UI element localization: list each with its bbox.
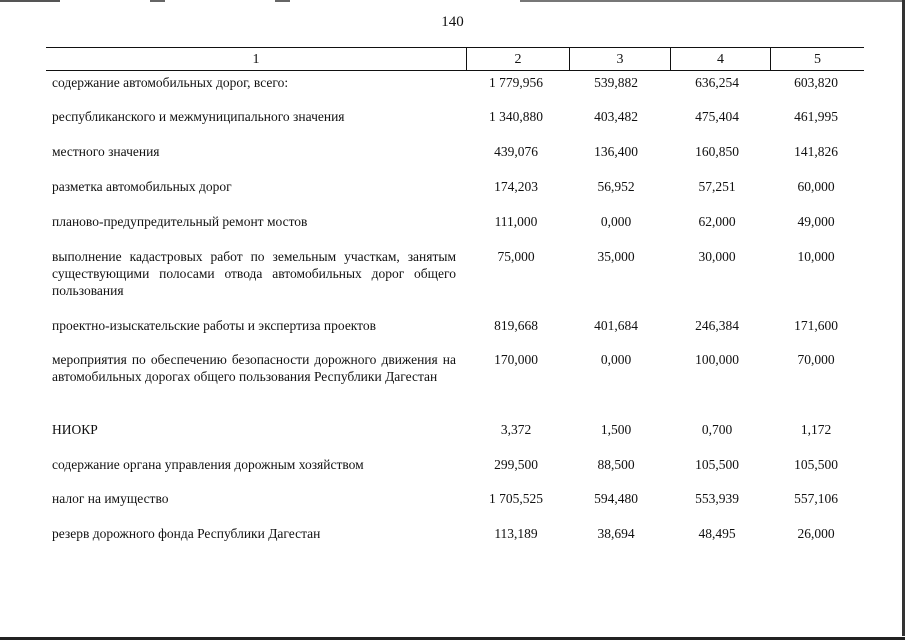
- row-value-col-3: 38,694: [597, 526, 635, 541]
- header-col-2: 2: [514, 52, 522, 67]
- row-value-col-3: 0,000: [600, 214, 632, 229]
- row-value-col-2: 1 779,956: [489, 75, 543, 90]
- row-value-col-4: 48,495: [698, 526, 736, 541]
- row-label: разметка автомобильных дорог: [52, 179, 232, 194]
- row-value-col-4: 100,000: [695, 352, 739, 367]
- row-value-col-5: 26,000: [797, 526, 835, 541]
- row-value-col-4: 62,000: [698, 214, 736, 229]
- header-col-3: 3: [616, 52, 624, 67]
- row-value-col-5: 171,600: [794, 318, 838, 333]
- row-value-col-3: 401,684: [594, 318, 638, 333]
- row-label: налог на имущество: [52, 491, 169, 506]
- row-label: содержание автомобильных дорог, всего:: [52, 75, 289, 90]
- row-value-col-4: 105,500: [695, 457, 739, 472]
- header-col-5: 5: [814, 52, 821, 67]
- row-value-col-3: 594,480: [594, 491, 638, 506]
- row-value-col-5: 70,000: [797, 352, 835, 367]
- row-value-col-5: 1,172: [800, 422, 832, 437]
- table-header: [46, 47, 864, 71]
- row-value-col-3: 0,000: [600, 352, 632, 367]
- row-label: содержание органа управления дорожным хозяйством: [52, 457, 364, 472]
- row-value-col-2: 299,500: [494, 457, 538, 472]
- row-value-col-4: 475,404: [695, 109, 739, 124]
- row-label: НИОКР: [52, 422, 98, 437]
- budget-table: [46, 47, 864, 541]
- row-value-col-2: 170,000: [494, 352, 538, 367]
- row-value-col-2: 75,000: [497, 249, 535, 264]
- row-label: мероприятия по обеспечению безопасности дорожного движения на автомобильных дорогах общего пользования Республики Дагестан: [52, 352, 456, 384]
- row-value-col-2: 174,203: [494, 179, 538, 194]
- row-value-col-4: 57,251: [698, 179, 736, 194]
- row-value-col-3: 403,482: [594, 109, 638, 124]
- row-value-col-4: 553,939: [695, 491, 739, 506]
- row-value-col-2: 113,189: [494, 526, 538, 541]
- row-value-col-3: 539,882: [594, 75, 638, 90]
- row-value-col-2: 3,372: [500, 422, 532, 437]
- header-col-4: 4: [717, 52, 724, 67]
- row-label: планово-предупредительный ремонт мостов: [52, 214, 308, 229]
- row-value-col-5: 10,000: [797, 249, 835, 264]
- row-label: выполнение кадастровых работ по земельным участкам, занятым существующими полосами отвода автомобильных дорог общего пользования: [52, 249, 456, 298]
- scan-edge-top: [0, 0, 905, 2]
- row-value-col-5: 105,500: [794, 457, 838, 472]
- row-value-col-3: 56,952: [597, 179, 635, 194]
- row-value-col-5: 461,995: [794, 109, 838, 124]
- row-value-col-5: 141,826: [794, 144, 838, 159]
- row-value-col-4: 0,700: [701, 422, 733, 437]
- row-value-col-2: 1 340,880: [489, 109, 543, 124]
- row-value-col-5: 557,106: [794, 491, 838, 506]
- row-label: проектно-изыскательские работы и экспертиза проектов: [52, 318, 377, 333]
- row-value-col-2: 1 705,525: [489, 491, 543, 506]
- header-col-1: 1: [252, 52, 260, 67]
- page-number: 140: [441, 14, 464, 30]
- row-value-col-3: 136,400: [594, 144, 638, 159]
- row-value-col-2: 111,000: [494, 214, 538, 229]
- row-label: республиканского и межмуниципального значения: [52, 109, 345, 124]
- row-value-col-5: 603,820: [794, 75, 838, 90]
- row-value-col-4: 636,254: [695, 75, 739, 90]
- row-label: местного значения: [52, 144, 160, 159]
- row-value-col-2: 819,668: [494, 318, 538, 333]
- row-value-col-5: 60,000: [797, 179, 835, 194]
- row-label: резерв дорожного фонда Республики Дагестан: [52, 526, 321, 541]
- scan-edge-bottom: [0, 636, 905, 640]
- row-value-col-3: 88,500: [597, 457, 635, 472]
- row-value-col-4: 160,850: [695, 144, 739, 159]
- row-value-col-3: 1,500: [600, 422, 632, 437]
- row-value-col-4: 246,384: [695, 318, 739, 333]
- row-value-col-2: 439,076: [494, 144, 538, 159]
- row-value-col-3: 35,000: [597, 249, 635, 264]
- row-value-col-4: 30,000: [698, 249, 736, 264]
- row-value-col-5: 49,000: [797, 214, 835, 229]
